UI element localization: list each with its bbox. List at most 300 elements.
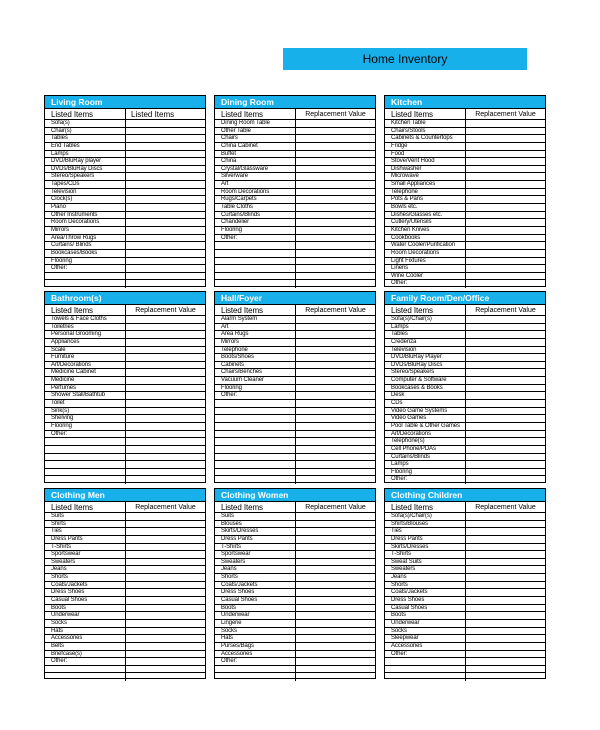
value-cell[interactable] [296,392,375,399]
table-row [45,544,205,552]
table-row [215,392,375,400]
table-row [215,324,375,332]
value-cell[interactable] [466,574,545,581]
item-name-cell: Cabinets & Countertops [385,135,466,142]
value-cell[interactable] [466,258,545,265]
value-cell[interactable] [126,265,205,272]
value-cell[interactable] [126,446,205,453]
item-name-cell [385,658,466,665]
value-cell[interactable] [126,476,205,484]
column-header-row [215,502,375,513]
value-cell[interactable] [466,339,545,346]
item-name-cell: Chairs [215,135,296,142]
value-cell[interactable] [466,347,545,354]
item-name-cell [385,666,466,673]
item-name-cell: Flooring [45,423,126,430]
value-cell[interactable] [296,454,375,461]
value-cell[interactable] [466,628,545,635]
table-row [385,454,545,462]
value-cell[interactable] [296,408,375,415]
value-cell[interactable] [126,566,205,573]
value-cell[interactable] [126,415,205,422]
table-row [215,280,375,288]
item-name-cell: Room Decorations [215,189,296,196]
value-cell[interactable] [296,620,375,627]
item-name-cell: China Cabinet [215,143,296,150]
value-cell[interactable] [466,280,545,288]
table-row [215,658,375,666]
value-cell[interactable] [296,423,375,430]
value-cell[interactable] [126,250,205,257]
value-cell[interactable] [466,369,545,376]
value-cell[interactable] [296,635,375,642]
value-cell[interactable] [296,347,375,354]
value-cell[interactable] [466,331,545,338]
value-cell[interactable] [466,173,545,180]
value-cell[interactable] [466,415,545,422]
item-name-cell: Bowls etc. [385,204,466,211]
value-cell[interactable] [126,521,205,528]
value-cell[interactable] [296,227,375,234]
value-cell[interactable] [126,377,205,384]
table-row [385,528,545,536]
value-cell[interactable] [466,135,545,142]
section-header: Dining Room [215,96,375,109]
value-cell[interactable] [296,582,375,589]
value-cell[interactable] [296,612,375,619]
item-name-cell: DVD/BluRay Player [385,354,466,361]
value-cell[interactable] [126,385,205,392]
value-cell[interactable] [296,651,375,658]
table-row [215,377,375,385]
value-cell[interactable] [296,143,375,150]
value-cell[interactable] [466,528,545,535]
value-cell[interactable] [126,219,205,226]
value-cell[interactable] [126,324,205,331]
value-cell[interactable] [126,605,205,612]
item-name-cell: Video Games [385,415,466,422]
value-cell[interactable] [466,605,545,612]
value-cell[interactable] [466,235,545,242]
value-cell[interactable] [296,666,375,673]
value-cell[interactable] [296,673,375,681]
value-cell[interactable] [466,536,545,543]
value-cell[interactable] [126,536,205,543]
value-cell[interactable] [126,151,205,158]
value-cell[interactable] [466,612,545,619]
table-row [215,354,375,362]
value-cell[interactable] [466,597,545,604]
value-cell[interactable] [466,273,545,280]
value-cell[interactable] [296,597,375,604]
value-cell[interactable] [296,469,375,476]
value-cell[interactable] [296,476,375,484]
value-cell[interactable] [126,128,205,135]
value-cell[interactable] [466,151,545,158]
value-cell[interactable] [296,235,375,242]
table-row [45,666,205,674]
value-cell[interactable] [296,212,375,219]
value-cell[interactable] [126,258,205,265]
value-cell[interactable] [126,582,205,589]
table-row [215,651,375,659]
value-cell[interactable] [296,400,375,407]
section-header: Family Room/Den/Office [385,292,545,305]
value-cell[interactable] [126,574,205,581]
table-row [215,551,375,559]
value-cell[interactable] [296,324,375,331]
value-cell[interactable] [296,135,375,142]
table-row [45,597,205,605]
value-cell[interactable] [296,643,375,650]
item-name-cell [45,273,126,280]
item-name-cell: Casual Shoes [385,605,466,612]
item-name-cell: Underwear [45,612,126,619]
item-name-cell: Dress Pants [385,536,466,543]
value-cell[interactable] [126,120,205,127]
table-row [215,151,375,159]
value-cell[interactable] [126,620,205,627]
table-row [45,316,205,324]
value-cell[interactable] [466,166,545,173]
value-cell[interactable] [466,128,545,135]
table-row [45,135,205,143]
value-cell[interactable] [296,377,375,384]
table-row [215,673,375,681]
item-name-cell: Mirrors [45,227,126,234]
value-cell[interactable] [466,513,545,520]
value-cell[interactable] [126,354,205,361]
value-cell[interactable] [126,166,205,173]
value-cell[interactable] [466,431,545,438]
value-cell[interactable] [466,196,545,203]
table-row [215,423,375,431]
value-cell[interactable] [126,628,205,635]
value-cell[interactable] [466,643,545,650]
value-cell[interactable] [296,628,375,635]
value-cell[interactable] [296,461,375,468]
value-cell[interactable] [296,362,375,369]
value-cell[interactable] [466,158,545,165]
value-cell[interactable] [126,347,205,354]
item-name-cell: Bookcases/Books [45,250,126,257]
column-header-row [385,502,545,513]
value-cell[interactable] [466,242,545,249]
value-cell[interactable] [126,528,205,535]
value-cell[interactable] [466,666,545,673]
value-cell[interactable] [126,173,205,180]
value-cell[interactable] [126,559,205,566]
value-cell[interactable] [466,385,545,392]
value-cell[interactable] [296,204,375,211]
value-cell[interactable] [126,643,205,650]
table-row [385,339,545,347]
item-name-cell [45,476,126,484]
table-row [45,582,205,590]
item-name-cell: Vacuum Cleaner [215,377,296,384]
value-cell[interactable] [126,666,205,673]
section-header: Hall/Foyer [215,292,375,305]
value-cell[interactable] [296,280,375,288]
table-row [385,589,545,597]
column-header-value: Replacement Value [475,307,536,314]
value-cell[interactable] [126,635,205,642]
value-cell[interactable] [466,582,545,589]
value-cell[interactable] [466,635,545,642]
value-cell[interactable] [126,135,205,142]
table-row [215,385,375,393]
value-cell[interactable] [296,513,375,520]
value-cell[interactable] [466,377,545,384]
value-cell[interactable] [296,196,375,203]
value-cell[interactable] [296,258,375,265]
value-cell[interactable] [126,204,205,211]
value-cell[interactable] [126,143,205,150]
value-cell[interactable] [466,658,545,665]
table-row [45,446,205,454]
value-cell[interactable] [296,242,375,249]
value-cell[interactable] [296,574,375,581]
value-cell[interactable] [466,181,545,188]
value-cell[interactable] [126,651,205,658]
value-cell[interactable] [126,227,205,234]
value-cell[interactable] [126,658,205,665]
column-header-items: Listed Items [215,502,296,512]
item-name-cell: Cutlery/Utensils [385,219,466,226]
table-row [385,151,545,159]
item-name-cell: Alarm System [215,316,296,323]
item-name-cell: Art/Decorations [45,362,126,369]
table-row [45,651,205,659]
value-cell[interactable] [466,219,545,226]
value-cell[interactable] [466,250,545,257]
value-cell[interactable] [126,392,205,399]
value-cell[interactable] [296,189,375,196]
value-cell[interactable] [296,551,375,558]
section-bathrooms [44,291,206,483]
value-cell[interactable] [296,151,375,158]
table-row [385,280,545,288]
table-row [45,158,205,166]
value-cell[interactable] [296,415,375,422]
value-cell[interactable] [466,551,545,558]
value-cell[interactable] [296,385,375,392]
value-cell[interactable] [466,265,545,272]
table-row [45,628,205,636]
value-cell[interactable] [466,316,545,323]
item-name-cell [45,438,126,445]
value-cell[interactable] [466,673,545,681]
table-row [45,151,205,159]
value-cell[interactable] [296,273,375,280]
value-cell[interactable] [126,369,205,376]
value-cell[interactable] [466,392,545,399]
value-cell[interactable] [466,143,545,150]
item-name-cell: Scale [45,347,126,354]
value-cell[interactable] [466,566,545,573]
value-cell[interactable] [126,235,205,242]
table-row [215,454,375,462]
table-row [215,612,375,620]
value-cell[interactable] [296,446,375,453]
value-cell[interactable] [296,219,375,226]
value-cell[interactable] [296,250,375,257]
value-cell[interactable] [126,597,205,604]
item-name-cell: Medicine [45,377,126,384]
value-cell[interactable] [126,461,205,468]
item-name-cell: Sportswear [45,551,126,558]
value-cell[interactable] [126,400,205,407]
item-name-cell: Chairs/Benches [215,369,296,376]
value-cell[interactable] [126,316,205,323]
column-header-items: Listed Items [385,502,466,512]
value-cell[interactable] [296,158,375,165]
value-cell[interactable] [126,589,205,596]
value-cell[interactable] [466,400,545,407]
value-cell[interactable] [126,454,205,461]
value-cell[interactable] [296,166,375,173]
item-name-cell: Cookbooks [385,235,466,242]
table-row [45,354,205,362]
table-row [215,143,375,151]
table-row [45,280,205,288]
value-cell[interactable] [126,181,205,188]
item-name-cell: Lingerie [215,620,296,627]
table-row [385,400,545,408]
value-cell[interactable] [466,521,545,528]
value-cell[interactable] [466,454,545,461]
value-cell[interactable] [126,423,205,430]
section-kitchen [384,95,546,287]
table-row [215,316,375,324]
section-header: Kitchen [385,96,545,109]
value-cell[interactable] [466,189,545,196]
column-header-row [45,305,205,316]
value-cell[interactable] [466,544,545,551]
value-cell[interactable] [296,528,375,535]
value-cell[interactable] [296,566,375,573]
table-row [45,377,205,385]
value-cell[interactable] [466,204,545,211]
value-cell[interactable] [466,589,545,596]
item-name-cell: Video Game Systems [385,408,466,415]
value-cell[interactable] [296,536,375,543]
value-cell[interactable] [126,189,205,196]
value-cell[interactable] [126,431,205,438]
value-cell[interactable] [466,476,545,484]
value-cell[interactable] [296,521,375,528]
value-cell[interactable] [126,339,205,346]
value-cell[interactable] [466,120,545,127]
value-cell[interactable] [296,173,375,180]
value-cell[interactable] [126,242,205,249]
value-cell[interactable] [126,196,205,203]
item-name-cell: End Tables [45,143,126,150]
value-cell[interactable] [296,438,375,445]
item-name-cell: Water Cooler/Purification [385,242,466,249]
value-cell[interactable] [126,551,205,558]
column-header-row [385,109,545,120]
value-cell[interactable] [126,212,205,219]
table-row [215,250,375,258]
column-header-value: Replacement Value [475,504,536,511]
table-row [385,369,545,377]
item-name-cell: Boots [385,612,466,619]
table-row [215,242,375,250]
value-cell[interactable] [296,658,375,665]
item-name-cell: Boots/Shoes [215,354,296,361]
value-cell[interactable] [466,212,545,219]
table-row [45,235,205,243]
value-cell[interactable] [296,589,375,596]
value-cell[interactable] [466,227,545,234]
table-row [385,331,545,339]
value-cell[interactable] [296,354,375,361]
value-cell[interactable] [466,354,545,361]
value-cell[interactable] [466,423,545,430]
table-row [45,454,205,462]
value-cell[interactable] [126,362,205,369]
value-cell[interactable] [296,431,375,438]
table-row [215,415,375,423]
value-cell[interactable] [126,408,205,415]
section-dining-room [214,95,376,287]
value-cell[interactable] [296,128,375,135]
value-cell[interactable] [466,651,545,658]
value-cell[interactable] [466,620,545,627]
value-cell[interactable] [466,408,545,415]
value-cell[interactable] [126,673,205,681]
value-cell[interactable] [466,461,545,468]
value-cell[interactable] [126,469,205,476]
value-cell[interactable] [296,120,375,127]
table-row [45,392,205,400]
value-cell[interactable] [466,446,545,453]
value-cell[interactable] [296,559,375,566]
value-cell[interactable] [296,369,375,376]
value-cell[interactable] [296,181,375,188]
value-cell[interactable] [466,469,545,476]
value-cell[interactable] [466,362,545,369]
table-row [385,181,545,189]
table-row [215,476,375,484]
table-row [215,273,375,281]
item-name-cell: Towels & Face Cloths [45,316,126,323]
value-cell[interactable] [126,331,205,338]
value-cell[interactable] [126,438,205,445]
value-cell[interactable] [296,265,375,272]
item-name-cell: Piano [45,204,126,211]
value-cell[interactable] [126,612,205,619]
table-row [215,544,375,552]
value-cell[interactable] [126,513,205,520]
value-cell[interactable] [126,158,205,165]
value-cell[interactable] [296,544,375,551]
table-row [45,273,205,281]
value-cell[interactable] [126,280,205,288]
value-cell[interactable] [296,331,375,338]
table-row [215,408,375,416]
value-cell[interactable] [296,316,375,323]
value-cell[interactable] [466,324,545,331]
value-cell[interactable] [466,438,545,445]
column-header-items: Listed Items [215,109,296,119]
value-cell[interactable] [296,339,375,346]
value-cell[interactable] [296,605,375,612]
value-cell[interactable] [126,544,205,551]
value-cell[interactable] [126,273,205,280]
value-cell[interactable] [466,559,545,566]
